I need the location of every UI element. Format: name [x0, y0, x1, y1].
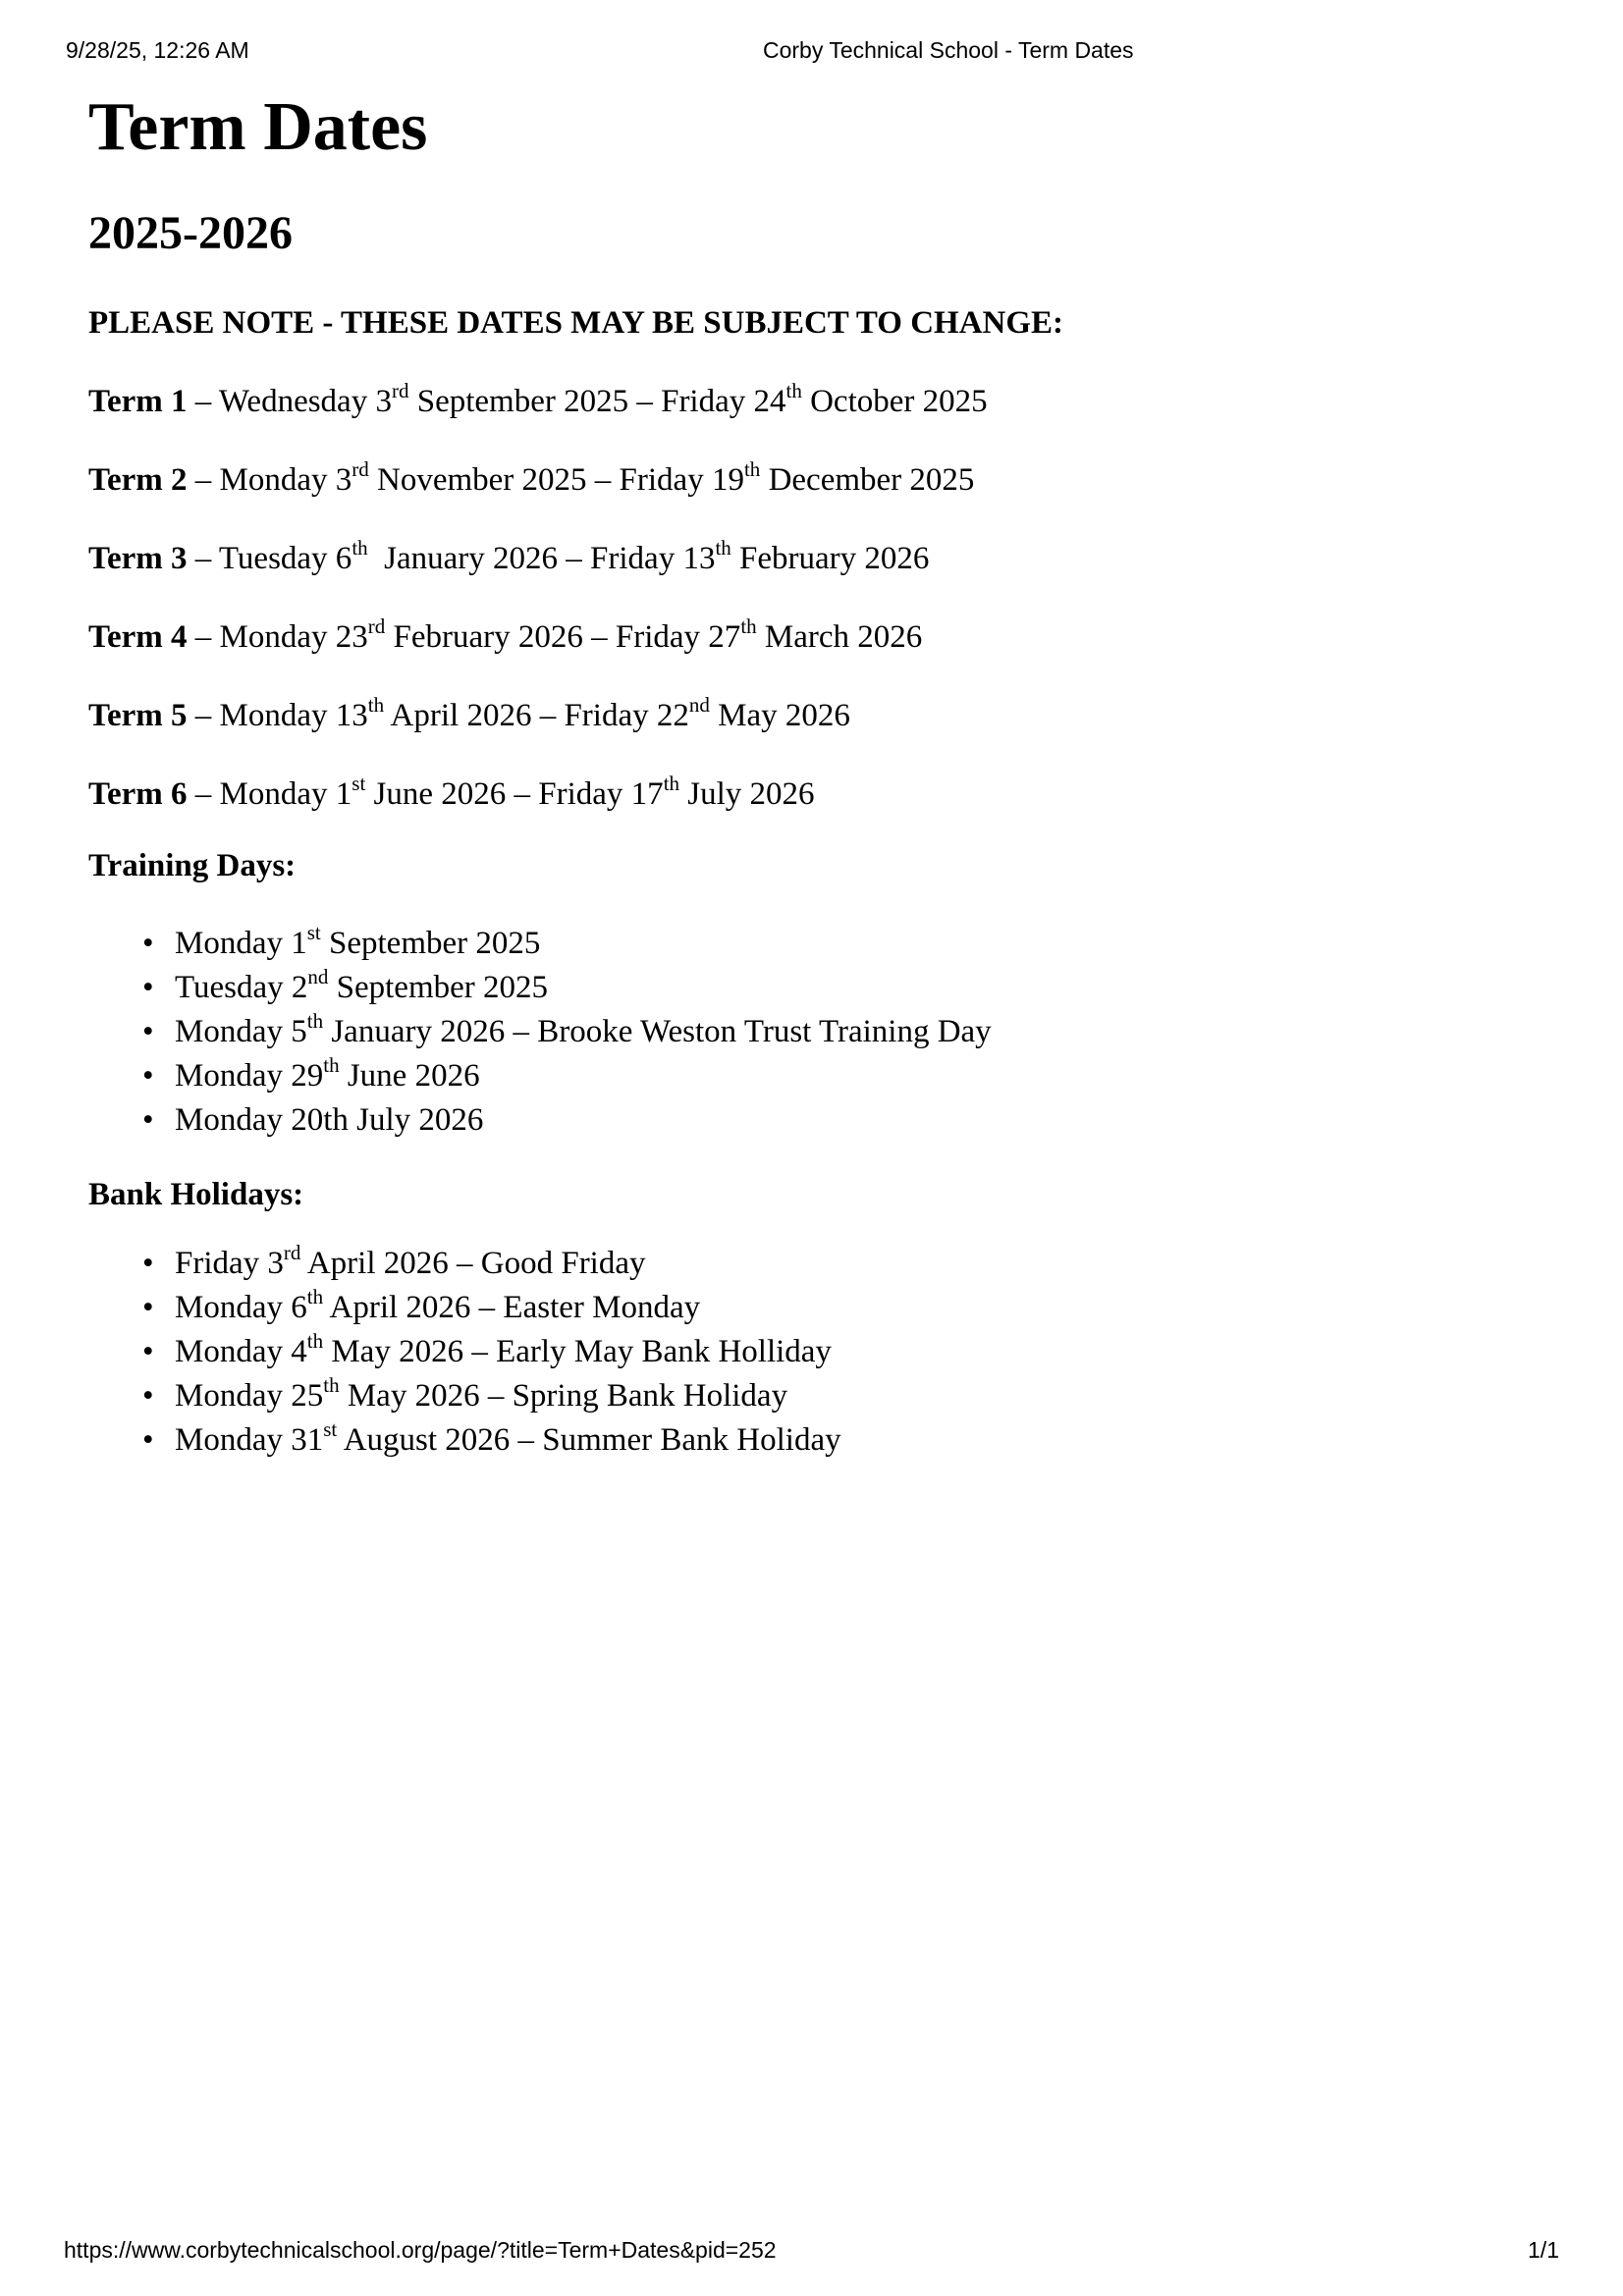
- text-segment: September 2025 – Friday 24: [408, 384, 786, 419]
- text-segment: January 2026 – Friday 13: [367, 541, 716, 576]
- text-segment: – Tuesday 6: [187, 541, 352, 576]
- text-segment: Monday 29: [175, 1058, 324, 1094]
- text-segment: January 2026 – Brooke Weston Trust Training Day: [323, 1014, 992, 1049]
- print-header-title: Corby Technical School - Term Dates: [763, 37, 1134, 63]
- document-body: [88, 89, 1535, 1463]
- ordinal-suffix: th: [306, 1285, 324, 1308]
- text-segment: Friday 3: [175, 1246, 284, 1281]
- ordinal-suffix: th: [352, 536, 368, 560]
- list-item: [88, 1098, 1535, 1143]
- term-paragraph: [88, 379, 1535, 424]
- print-footer-url: https://www.corbytechnicalschool.org/page/?title=Term+Dates&pid=252: [64, 2237, 777, 2263]
- term-label: Term 2: [88, 462, 188, 498]
- list-item: [88, 1418, 1535, 1463]
- term-paragraph: [88, 536, 1535, 581]
- ordinal-suffix: nd: [688, 693, 710, 717]
- ordinal-suffix: rd: [367, 614, 386, 638]
- term-paragraph: [88, 772, 1535, 817]
- text-segment: October 2025: [801, 384, 988, 419]
- text-segment: May 2026: [709, 698, 850, 733]
- page-title: Term Dates: [88, 89, 428, 165]
- text-segment: April 2026 – Friday 22: [384, 698, 689, 733]
- text-segment: February 2026 – Friday 27: [385, 619, 741, 655]
- ordinal-suffix: th: [323, 1053, 340, 1077]
- term-label: Term 1: [88, 384, 188, 419]
- text-segment: – Monday 1: [187, 776, 352, 812]
- list-item: [88, 1010, 1535, 1054]
- text-segment: Monday 20th July 2026: [175, 1102, 484, 1138]
- list-item: [88, 1242, 1535, 1286]
- ordinal-suffix: th: [785, 379, 802, 402]
- text-segment: June 2026: [339, 1058, 480, 1094]
- subject-to-change-notice: PLEASE NOTE - THESE DATES MAY BE SUBJECT TO CHANGE:: [88, 305, 1064, 341]
- text-segment: April 2026 – Good Friday: [300, 1246, 646, 1281]
- term-label: Term 6: [88, 776, 188, 812]
- text-segment: May 2026 – Early May Bank Holliday: [323, 1334, 832, 1369]
- ordinal-suffix: th: [367, 693, 385, 717]
- text-segment: Monday 6: [175, 1290, 307, 1325]
- text-segment: May 2026 – Spring Bank Holiday: [339, 1378, 788, 1414]
- training-days-list: [88, 922, 1535, 1143]
- list-item: [88, 1330, 1535, 1374]
- text-segment: December 2025: [760, 462, 975, 498]
- list-item: [88, 1286, 1535, 1330]
- text-segment: February 2026: [730, 541, 930, 576]
- ordinal-suffix: th: [740, 614, 757, 638]
- ordinal-suffix: th: [306, 1009, 324, 1033]
- term-paragraph: [88, 614, 1535, 660]
- text-segment: Monday 31: [175, 1422, 324, 1458]
- ordinal-suffix: th: [323, 1373, 340, 1397]
- text-segment: Monday 4: [175, 1334, 307, 1369]
- term-label: Term 5: [88, 698, 188, 733]
- ordinal-suffix: th: [715, 536, 731, 560]
- print-footer-page-number: 1/1: [1528, 2237, 1559, 2263]
- text-segment: Monday 1: [175, 926, 307, 961]
- text-segment: April 2026 – Easter Monday: [323, 1290, 701, 1325]
- ordinal-suffix: rd: [352, 457, 369, 481]
- bank-holidays-heading: Bank Holidays:: [88, 1177, 304, 1212]
- training-days-heading: Training Days:: [88, 848, 297, 883]
- text-segment: – Monday 3: [187, 462, 352, 498]
- term-dates-list: [88, 379, 1535, 817]
- text-segment: November 2025 – Friday 19: [368, 462, 744, 498]
- text-segment: Tuesday 2: [175, 970, 308, 1005]
- bank-holidays-list: [88, 1242, 1535, 1463]
- ordinal-suffix: st: [323, 1417, 338, 1441]
- ordinal-suffix: th: [663, 772, 680, 795]
- list-item: [88, 966, 1535, 1010]
- ordinal-suffix: th: [743, 457, 761, 481]
- text-segment: – Wednesday 3: [187, 384, 392, 419]
- text-segment: September 2025: [328, 970, 549, 1005]
- ordinal-suffix: nd: [307, 965, 329, 988]
- term-label: Term 3: [88, 541, 188, 576]
- term-label: Term 4: [88, 619, 188, 655]
- text-segment: – Monday 13: [187, 698, 368, 733]
- text-segment: June 2026 – Friday 17: [365, 776, 664, 812]
- list-item: [88, 1374, 1535, 1418]
- list-item: [88, 922, 1535, 966]
- ordinal-suffix: rd: [283, 1241, 301, 1264]
- print-header-date: 9/28/25, 12:26 AM: [66, 37, 249, 63]
- text-segment: September 2025: [320, 926, 541, 961]
- ordinal-suffix: st: [352, 772, 366, 795]
- ordinal-suffix: rd: [391, 379, 409, 402]
- ordinal-suffix: th: [306, 1329, 324, 1353]
- ordinal-suffix: st: [306, 921, 321, 944]
- list-item: [88, 1054, 1535, 1098]
- term-paragraph: [88, 457, 1535, 503]
- text-segment: Monday 5: [175, 1014, 307, 1049]
- text-segment: July 2026: [679, 776, 815, 812]
- text-segment: Monday 25: [175, 1378, 324, 1414]
- school-year-subtitle: 2025-2026: [88, 207, 293, 259]
- text-segment: August 2026 – Summer Bank Holiday: [337, 1422, 841, 1458]
- term-paragraph: [88, 693, 1535, 738]
- text-segment: March 2026: [756, 619, 923, 655]
- text-segment: – Monday 23: [187, 619, 368, 655]
